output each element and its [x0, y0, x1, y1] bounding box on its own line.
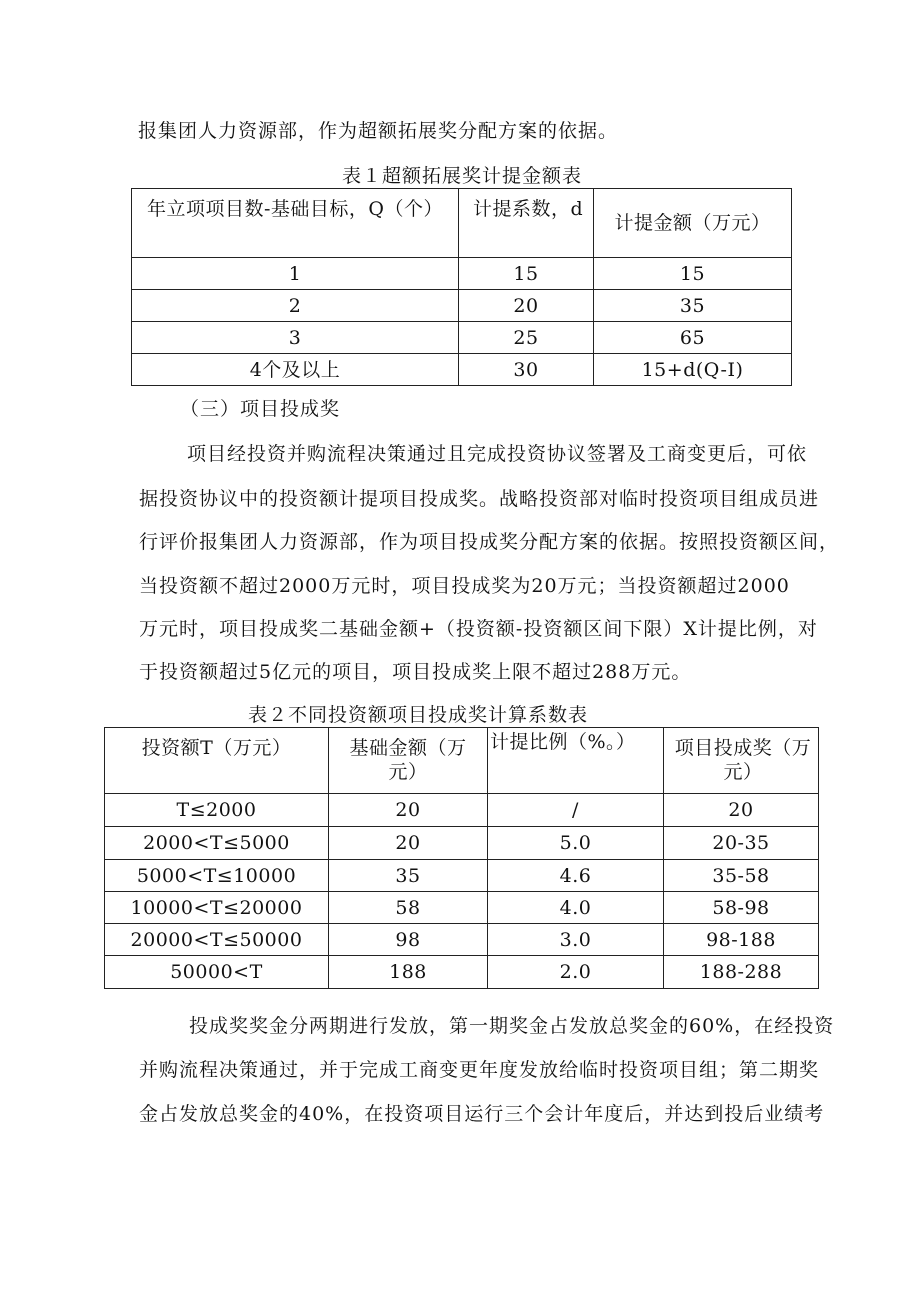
table-cell: 20000<T≤50000	[105, 924, 329, 956]
table-cell: 10000<T≤20000	[105, 892, 329, 924]
table2-header-cell: 投资额T（万元）	[105, 728, 329, 794]
paragraph-line: 当投资额不超过2000万元时，项目投成奖为20万元；当投资额超过2000	[139, 575, 790, 597]
table-cell: 1	[132, 258, 459, 290]
table-row	[105, 892, 819, 924]
table-cell: 20	[329, 794, 488, 827]
section-heading: （三）项目投成奖	[180, 398, 341, 420]
table-row	[132, 290, 792, 322]
table-cell: 15	[594, 258, 792, 290]
table-cell: 5000<T≤10000	[105, 860, 329, 892]
table-cell: 4个及以上	[132, 354, 459, 386]
table-row	[105, 924, 819, 956]
table1-header-cell: 计提系数，d	[459, 189, 594, 258]
paragraph-line: 投成奖奖金分两期进行发放，第一期奖金占发放总奖金的60%，在经投资	[189, 1015, 835, 1037]
table-cell: 20-35	[664, 827, 819, 860]
table-row	[132, 322, 792, 354]
table-row	[132, 354, 792, 386]
table-cell: 35-58	[664, 860, 819, 892]
paragraph-line: 于投资额超过5亿元的项目，项目投成奖上限不超过288万元。	[139, 661, 692, 683]
table-cell: 20	[664, 794, 819, 827]
table-cell: 35	[594, 290, 792, 322]
intro-line: 报集团人力资源部，作为超额拓展奖分配方案的依据。	[138, 120, 619, 142]
table-cell: 58	[329, 892, 488, 924]
paragraph-line: 行评价报集团人力资源部，作为项目投成奖分配方案的依据。按照投资额区间，	[139, 531, 840, 553]
table-row	[105, 860, 819, 892]
table2-caption: 表２不同投资额项目投成奖计算系数表	[248, 704, 589, 726]
table-cell: 188-288	[664, 956, 819, 989]
table-cell: 4.0	[488, 892, 664, 924]
table-cell: 2.0	[488, 956, 664, 989]
table-cell: 20	[459, 290, 594, 322]
table-cell: 58-98	[664, 892, 819, 924]
table2-header-row	[105, 728, 819, 794]
table2-header-cell: 基础金额（万元）	[329, 728, 488, 794]
table-cell: /	[488, 794, 664, 827]
table-row	[105, 794, 819, 827]
table2-header-cell: 计提比例（%。）	[488, 728, 664, 794]
table2	[104, 727, 819, 989]
table-cell: 188	[329, 956, 488, 989]
paragraph-line: 项目经投资并购流程决策通过且完成投资协议签署及工商变更后，可依	[187, 443, 808, 465]
table-cell: 98	[329, 924, 488, 956]
table-cell: 65	[594, 322, 792, 354]
paragraph-line: 金占发放总奖金的40%，在投资项目运行三个会计年度后，并达到投后业绩考	[139, 1103, 825, 1125]
table-cell: T≤2000	[105, 794, 329, 827]
paragraph-line: 据投资协议中的投资额计提项目投成奖。战略投资部对临时投资项目组成员进	[139, 488, 820, 510]
table-cell: 3.0	[488, 924, 664, 956]
table-cell: 2000<T≤5000	[105, 827, 329, 860]
table-cell: 15+d(Q-I)	[594, 354, 792, 386]
table-row	[132, 258, 792, 290]
table-cell: 5.0	[488, 827, 664, 860]
paragraph-line: 并购流程决策通过，并于完成工商变更年度发放给临时投资项目组；第二期奖	[139, 1059, 820, 1081]
table-cell: 25	[459, 322, 594, 354]
table1-header-cell: 年立项项目数-基础目标，Q（个）	[132, 189, 459, 258]
table-cell: 15	[459, 258, 594, 290]
paragraph-line: 万元时，项目投成奖二基础金额+（投资额-投资额区间下限）X计提比例，对	[139, 618, 818, 640]
table-row	[105, 956, 819, 989]
table-cell: 3	[132, 322, 459, 354]
table-cell: 2	[132, 290, 459, 322]
table-cell: 20	[329, 827, 488, 860]
table2-header-cell: 项目投成奖（万元）	[664, 728, 819, 794]
table1-header-cell: 计提金额（万元）	[594, 189, 792, 258]
table1-caption: 表１超额拓展奖计提金额表	[342, 165, 583, 187]
table-cell: 35	[329, 860, 488, 892]
table-cell: 50000<T	[105, 956, 329, 989]
table1	[131, 188, 792, 386]
table1-header-row	[132, 189, 792, 258]
table-cell: 30	[459, 354, 594, 386]
table-row	[105, 827, 819, 860]
table-cell: 98-188	[664, 924, 819, 956]
table-cell: 4.6	[488, 860, 664, 892]
